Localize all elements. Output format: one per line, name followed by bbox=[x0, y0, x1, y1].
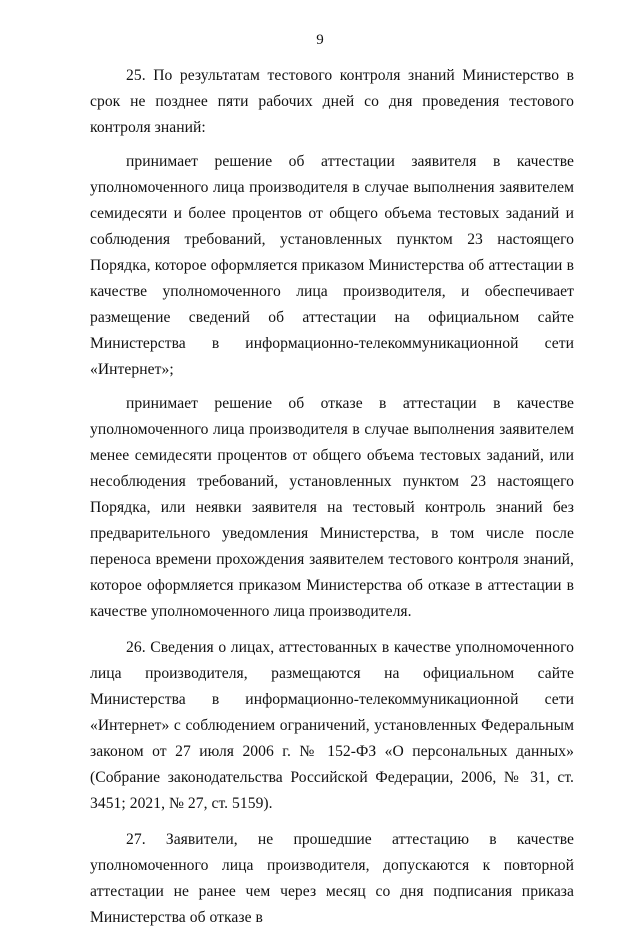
paragraph-27: 27. Заявители, не прошедшие аттестацию в качестве уполномоченного лица производителя, допускаются к повторной аттестации не ранее чем через месяц со дня подписания приказа Министерства об отказе в bbox=[90, 831, 574, 926]
paragraph-25-refusal-clause: принимает решение об отказе в аттестации в качестве уполномоченного лица производителя в случае выполнения заявителем менее семидесяти процентов от общего объема тестовых заданий, или несоблюдения требований, установленных пунктом 23 настоящего Порядка, или неявки заявителя на тестовый контроль знаний без предварительного уведомления Министерства, в том числе после переноса времени прохождения заявителем тестового контроля знаний, которое оформляется приказом Министерства об отказе в аттестации в качестве уполномоченного лица производителя. bbox=[90, 395, 574, 620]
document-body bbox=[90, 63, 574, 931]
page-number: 9 bbox=[316, 32, 324, 48]
paragraph-25-approval-clause: принимает решение об аттестации заявителя в качестве уполномоченного лица производителя в случае выполнения заявителем семидесяти и более процентов от общего объема тестовых заданий и соблюдения требований, установленных пунктом 23 настоящего Порядка, которое оформляется приказом Министерства об аттестации в качестве уполномоченного лица производителя, и обеспечивает размещение сведений об аттестации на официальном сайте Министерства в информационно-телекоммуникационной сети «Интернет»; bbox=[90, 153, 574, 378]
paragraph-26: 26. Сведения о лицах, аттестованных в качестве уполномоченного лица производителя, размещаются на официальном сайте Министерства в информационно-телекоммуникационной сети «Интернет» с соблюдением ограничений, установленных Федеральным законом от 27 июля 2006 г. № 152-ФЗ «О персональных данных» (Собрание законодательства Российской Федерации, 2006, № 31, ст. 3451; 2021, № 27, ст. 5159). bbox=[90, 639, 574, 812]
paragraph-25: 25. По результатам тестового контроля знаний Министерство в срок не позднее пяти рабочих дней со дня проведения тестового контроля знаний: bbox=[90, 67, 574, 136]
